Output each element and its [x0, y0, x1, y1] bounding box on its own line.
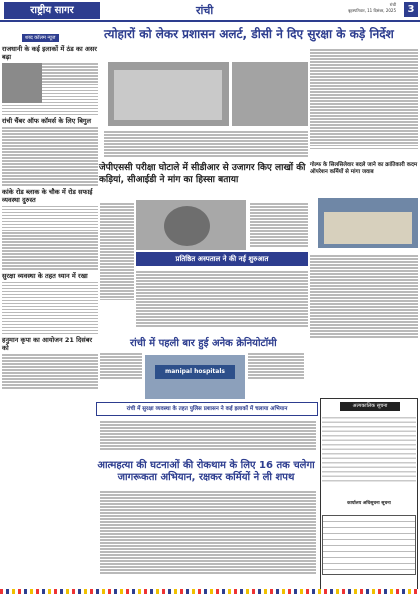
- left-headline-1: राजधानी के कई इलाकों में ठंड का असर बढ़ा: [2, 45, 97, 61]
- left-photo: [2, 63, 42, 103]
- center-box-title: प्रतिष्ठित अस्पताल ने की नई शुरुआत: [136, 252, 308, 266]
- bottom-headline: आत्महत्या की घटनाओं की रोकथाम के लिए 16 तक चलेगा जागरूकता अभियान, रक्षकर कर्मियों ने ली शपथ: [97, 460, 315, 483]
- left-body-2: [2, 127, 98, 185]
- section-tag: शब्द कॉलम न्यूज: [22, 34, 59, 42]
- second-body-left: [100, 202, 134, 302]
- registration-marks: [0, 589, 420, 594]
- lead-photo: [108, 62, 229, 126]
- banner-strip: रांची में सुरक्षा व्यवस्था के तहत पुलिस प्रशासन ने कई इलाकों में चलाया अभियान: [96, 402, 318, 416]
- left-headline-4: सुरक्षा व्यवस्था के तहत ध्यान में रखा: [2, 271, 88, 280]
- left-body-5: [2, 354, 98, 388]
- official-photo: [136, 200, 246, 250]
- second-body-right: [250, 202, 308, 248]
- left-headline-5: हनुमान कृपा का आयोजन 21 दिसंबर को: [2, 336, 93, 353]
- lead-photo-2: [232, 62, 308, 126]
- bottom-body: [100, 490, 316, 575]
- center-box-body: [136, 270, 308, 328]
- second-headline: जेपीएससी परीक्षा घोटाले में सीडीआर से उजागर किए लाखों की कड़ियां, सीआईडी ने मांग का हिस्सा बताया: [99, 163, 306, 185]
- ad-table: [322, 515, 416, 575]
- banner-body: [100, 420, 316, 451]
- ad-title: अल्पकालिक सूचना: [340, 402, 400, 411]
- left-body-3: [2, 206, 98, 270]
- lead-body: [104, 130, 308, 158]
- page-number: 3: [404, 2, 418, 17]
- manipal-body-left: [100, 352, 142, 380]
- left-headline-3: कांके रोड ब्लाक के चौक में रोड सफाई व्यवस्था दुरुस्त: [2, 187, 93, 204]
- ad-notice-title: कार्यालय अधिसूचना सूचना: [347, 501, 391, 506]
- edition-city: रांची: [196, 4, 214, 17]
- ad-notice-text: [322, 414, 416, 484]
- masthead: [0, 0, 420, 22]
- hospital-sign: manipal hospitals: [155, 365, 235, 379]
- left-column: [2, 24, 98, 391]
- lead-headline: त्योहारों को लेकर प्रशासन अलर्ट, डीसी ने दिए सुरक्षा के कड़े निर्देश: [104, 27, 394, 41]
- left-body-4: [2, 282, 98, 334]
- manipal-body-right: [248, 352, 304, 380]
- dateline: रांची बृहस्पतिवार, 11 दिसंबर, 2025: [348, 2, 396, 13]
- right-body: [310, 254, 418, 339]
- building-photo: [318, 198, 418, 248]
- right-headline: गोल्फ के सिलसिलेवार बदले जाने का क्रांतिकारी कदम ऑपरेशन कर्मियों से मांगा जवाब: [310, 162, 418, 175]
- hospital-photo: [145, 355, 245, 399]
- lead-right-body: [310, 48, 418, 151]
- manipal-headline: रांची में पहली बार हुई अनेक क्रेनियोटॉमी: [130, 338, 277, 349]
- newspaper-brand: राष्ट्रीय सागर: [4, 2, 100, 19]
- left-headline-2: रांची चैंबर ऑफ कॉमर्स के लिए बिगुल: [2, 117, 91, 126]
